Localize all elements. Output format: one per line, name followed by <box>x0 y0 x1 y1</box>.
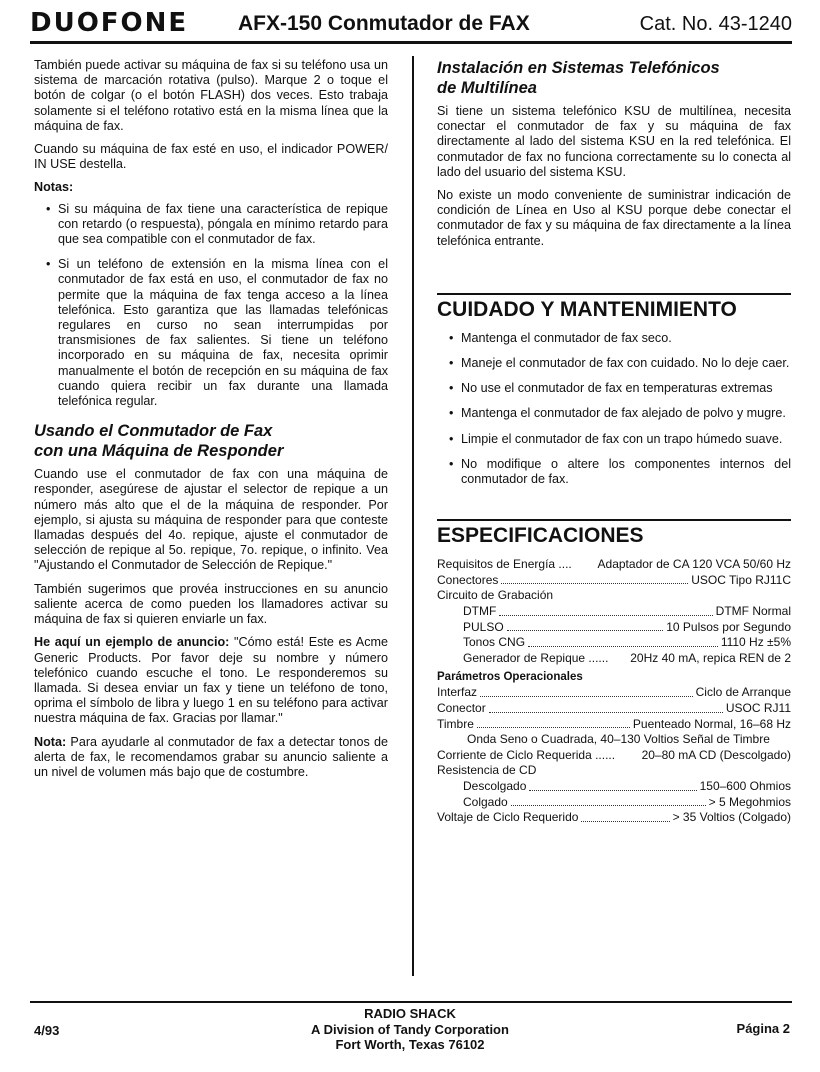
note-text: Si un teléfono de extensión en la misma línea con el conmutador de fax está en uso, el conmutador de fax no permite que la máquina de fax tenga acceso a la línea telefónica. Esto garantiza que las llamadas telefónicas regulares en curso no sean interrumpidas por transmisiones de fax salientes. Si tiene un teléfono incorporado en su máquina de fax, necesita oprimir manualmente el botón de recepción en su máquina de fax cuando quiera recibir un fax durante una llamada telefónica regular. <box>58 257 388 409</box>
care-text: No use el conmutador de fax en temperaturas extremas <box>461 381 773 396</box>
list-item <box>437 457 791 487</box>
bullet-icon: • <box>449 431 454 446</box>
spec-row: Descolgado 150–600 Ohmios <box>463 778 791 793</box>
list-item <box>34 257 388 409</box>
footer-line: RADIO SHACK <box>364 1006 456 1021</box>
care-text: Mantenga el conmutador de fax alejado de polvo y mugre. <box>461 406 786 421</box>
list-item <box>437 406 791 421</box>
footer-rule <box>30 1001 792 1003</box>
spec-group-label: Resistencia de CD <box>437 763 537 778</box>
spec-row: Tonos CNG 1110 Hz ±5% <box>463 635 791 650</box>
paragraph-note <box>34 735 388 781</box>
footer-date: 4/93 <box>34 1023 60 1038</box>
care-text: No modifique o altere los componentes internos del conmutador de fax. <box>461 456 791 487</box>
subheading-multiline <box>437 58 791 98</box>
bullet-icon: • <box>449 356 454 371</box>
spec-row: Conectores USOC Tipo RJ11C <box>437 572 791 587</box>
notes-list <box>34 202 388 410</box>
spec-row: Interfaz Ciclo de Arranque <box>437 685 791 700</box>
subheading-line: Instalación en Sistemas Telefónicos <box>437 59 720 77</box>
column-divider <box>412 56 414 976</box>
spec-row: Colgado > 5 Megohmios <box>463 794 791 809</box>
bullet-icon: • <box>449 381 454 396</box>
bullet-icon: • <box>46 201 51 216</box>
model-title: AFX-150 Conmutador de FAX <box>238 12 530 35</box>
paragraph-line-in-use: No existe un modo conveniente de suministrar indicación de condición de Línea en Uso al KSU porque debe conectar el conmutador de fax y su máquina de fax directamente a la línea telefónica entrante. <box>437 188 791 248</box>
list-item <box>437 381 791 396</box>
subheading-line: con una Máquina de Responder <box>34 442 284 461</box>
paragraph-ring-selector: Cuando use el conmutador de fax con una máquina de responder, asegúrese de ajustar el selector de repique a un número más alto que el de la máquina de responder. Por ejemplo, si ajusta su máquina de responder para que conteste llamadas después del 4o. repique, ajuste el conmutador de selección de repique al 5o. repique, 7o. repique, o infinito. Vea "Ajustando el Conmutador de Selección de Repique." <box>34 467 388 573</box>
spec-row: Voltaje de Ciclo Requerido > 35 Voltios (Colgado) <box>437 810 791 825</box>
care-text: Limpie el conmutador de fax con un trapo húmedo suave. <box>461 431 783 446</box>
spec-row: DTMF DTMF Normal <box>463 604 791 619</box>
paragraph-announcement: También sugerimos que provéa instrucciones en su anuncio saliente acerca de como pueden los llamadores activar su máquina de fax si quieren enviarle un fax. <box>34 581 388 627</box>
care-section-title: CUIDADO Y MANTENIMIENTO <box>437 293 791 323</box>
spec-row: Requisitos de Energía .... Adaptador de CA 120 VCA 50/60 Hz <box>437 557 791 572</box>
care-text: Maneje el conmutador de fax con cuidado. No lo deje caer. <box>461 356 790 371</box>
spec-section-title: ESPECIFICACIONES <box>437 519 791 549</box>
paragraph-rotary: También puede activar su máquina de fax si su teléfono usa un sistema de marcación rotativa (pulso). Marque 2 o toque el botón de colgar (o el botón FLASH) dos veces. Esto trabaja solamente si el teléfono rotativo está en la misma línea que la máquina de fax. <box>34 58 388 133</box>
bullet-icon: • <box>46 257 51 272</box>
spec-row: Corriente de Ciclo Requerida ...... 20–80 mA CD (Descolgado) <box>437 747 791 762</box>
bullet-icon: • <box>449 406 454 421</box>
paragraph-indicator: Cuando su máquina de fax esté en uso, el indicador POWER/ IN USE destella. <box>34 142 388 172</box>
spec-row: Generador de Repique ...... 20Hz 40 mA, repica REN de 2 <box>463 650 791 665</box>
care-list <box>437 331 791 487</box>
spec-row: Timbre Puenteado Normal, 16–68 Hz <box>437 716 791 731</box>
spec-group-label: Circuito de Grabación <box>437 588 554 603</box>
list-item <box>437 432 791 447</box>
example-text: "Cómo está! Este es Acme Generic Products. Por favor deje su nombre y número telefónico cuando escuche el tono. Le responderemos su llamada. Si desea enviar un fax y tiene un teléfono de tono, oprima el símbolo de libra y luego 1 en su teléfono para activar nuestra máquina de fax. Gracias por llamar." <box>34 635 388 726</box>
spec-row: Conector USOC RJ11 <box>437 701 791 715</box>
brand-logo: DUOFONE <box>30 8 189 38</box>
footer-line: Fort Worth, Texas 76102 <box>335 1037 485 1052</box>
spec-table <box>437 557 791 826</box>
footer-publisher <box>230 1006 590 1053</box>
subheading-line: de Multilínea <box>437 79 537 97</box>
subheading-line: Usando el Conmutador de Fax <box>34 422 273 441</box>
footer-line: A Division of Tandy Corporation <box>311 1021 509 1037</box>
notes-heading: Notas: <box>34 180 74 195</box>
note-label: Nota: <box>34 734 67 749</box>
list-item <box>34 202 388 248</box>
bullet-icon: • <box>449 330 454 345</box>
page-number: Página 2 <box>736 1021 790 1036</box>
care-text: Mantenga el conmutador de fax seco. <box>461 330 672 345</box>
catalog-number: Cat. No. 43-1240 <box>639 13 792 35</box>
paragraph-ksu: Si tiene un sistema telefónico KSU de multilínea, necesita conectar el conmutador de fax y su máquina de fax directamente al lado del sistema KSU en la red telefónica. El conmutador de fax no funciona correctamente su lo conecta al lado del usuario del sistema KSU. <box>437 104 791 179</box>
note-text: Si su máquina de fax tiene una característica de repique con retardo (o respuesta), póngala en mínimo retardo para que sea compatible con el conmutador de fax. <box>58 201 388 247</box>
bullet-icon: • <box>449 456 454 471</box>
spec-row: PULSO 10 Pulsos por Segundo <box>463 619 791 634</box>
spec-continuation: Onda Seno o Cuadrada, 40–130 Voltios Señal de Timbre <box>467 732 770 747</box>
header-rule <box>30 41 792 44</box>
note-body: Para ayudarle al conmutador de fax a detectar tonos de alerta de fax, le recomendamos grabar su anuncio saliente a un nivel de volumen más bajo que de costumbre. <box>34 734 388 779</box>
right-column <box>437 58 791 826</box>
list-item <box>437 331 791 346</box>
left-column <box>34 58 388 788</box>
paragraph-example <box>34 635 388 726</box>
example-label: He aquí un ejemplo de anuncio: <box>34 635 230 650</box>
spec-group-label: Parámetros Operacionales <box>437 671 583 684</box>
page-header <box>30 8 792 38</box>
list-item <box>437 356 791 371</box>
subheading-answering-machine <box>34 421 388 461</box>
